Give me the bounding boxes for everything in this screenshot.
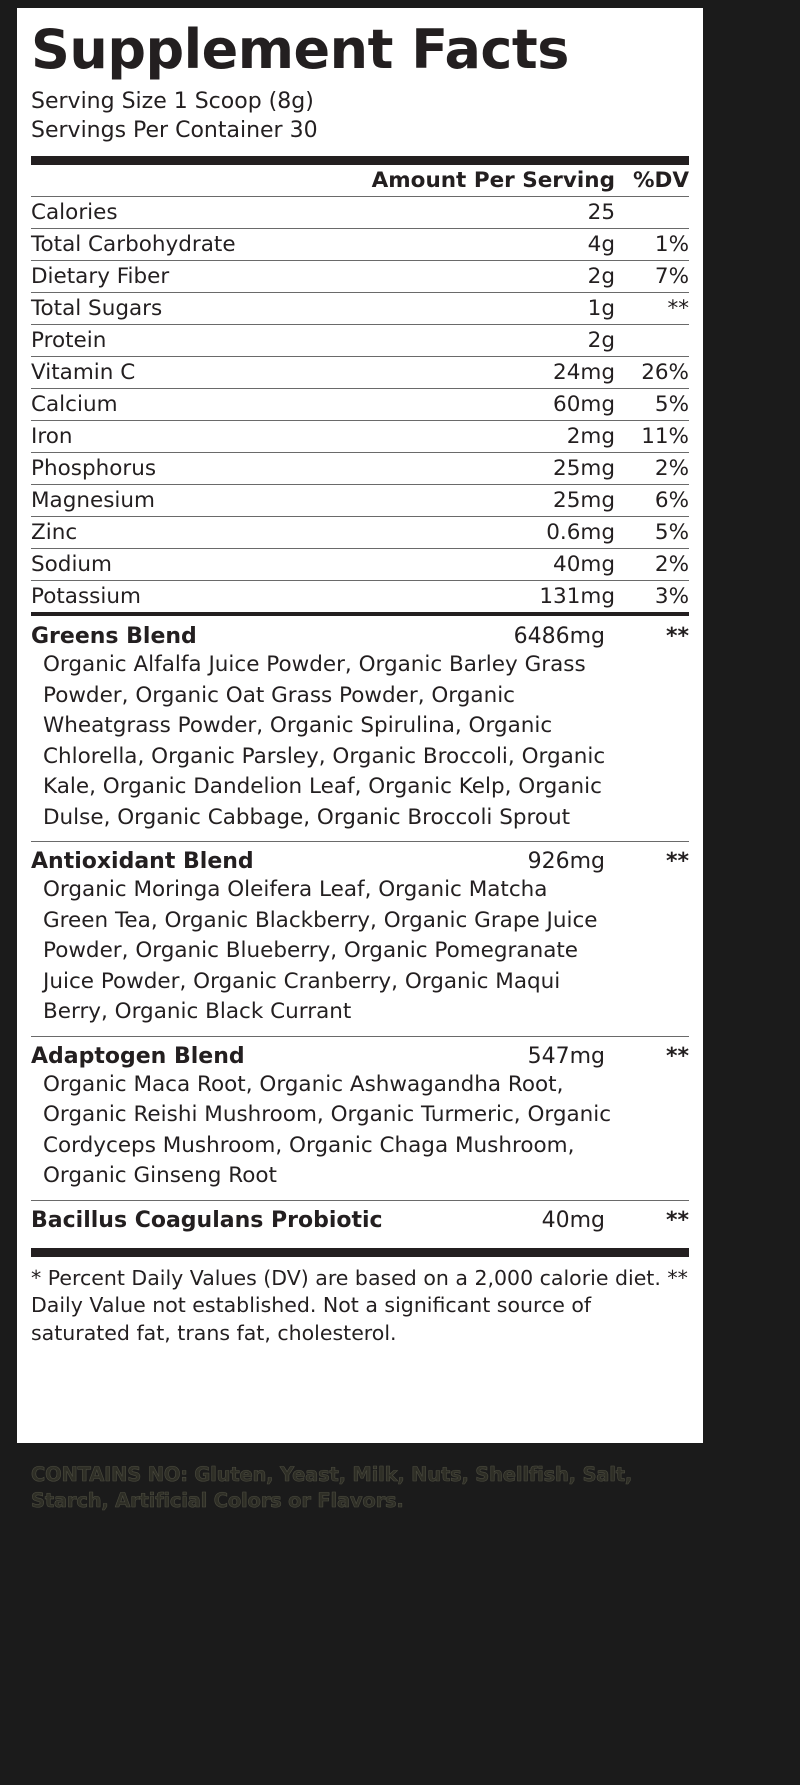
nutrient-amount: 60mg xyxy=(298,389,615,421)
blend-header xyxy=(31,624,689,649)
blend-probiotic xyxy=(31,1200,689,1238)
blend-name: Bacillus Coagulans Probiotic xyxy=(31,1207,383,1233)
footnote: * Percent Daily Values (DV) are based on a 2,000 calorie diet. ** Daily Value not established. Not a significant source of saturated fat, trans fat, cholesterol. xyxy=(31,1265,688,1346)
nutrient-amount: 25mg xyxy=(298,485,615,517)
nutrient-amount: 4g xyxy=(298,229,615,261)
blend-name: Greens Blend xyxy=(31,624,197,650)
table-row xyxy=(31,517,689,549)
blend-header xyxy=(31,1044,689,1069)
contains-no-text: CONTAINS NO: Gluten, Yeast, Milk, Nuts, Shellfish, Salt, Starch, Artificial Colors or Flavors. xyxy=(31,1463,633,1513)
table-row xyxy=(31,229,689,261)
table-header-row xyxy=(31,165,689,197)
table-row xyxy=(31,453,689,485)
blend-greens xyxy=(31,616,689,841)
blend-header xyxy=(31,1208,689,1233)
table-row xyxy=(31,485,689,517)
nutrient-dv: 6% xyxy=(615,485,689,517)
blend-amount: 926mg xyxy=(527,849,605,875)
nutrient-name: Phosphorus xyxy=(31,453,298,485)
blend-dv: ** xyxy=(665,1207,689,1233)
serving-size-line: Serving Size 1 Scoop (8g) xyxy=(31,88,314,114)
header-spacer xyxy=(31,165,298,197)
blend-ingredients: Organic Moringa Oleifera Leaf, Organic Matcha Green Tea, Organic Blackberry, Organic Grape Juice Powder, Organic Blueberry, Organic Pomegranate Juice Powder, Organic Cranberry, Organic Maqui Berry, Organic Black Currant xyxy=(43,877,598,1025)
nutrient-dv: 3% xyxy=(654,584,689,610)
blend-dv: ** xyxy=(665,1043,689,1069)
nutrient-amount: 25mg xyxy=(298,453,615,485)
nutrient-dv xyxy=(615,197,689,229)
divider-thick-bottom xyxy=(31,1248,689,1257)
nutrient-name: Iron xyxy=(31,421,298,453)
nutrient-amount: 131mg xyxy=(539,584,615,610)
divider-thick-top xyxy=(31,156,689,165)
blend-dv: ** xyxy=(665,849,689,875)
nutrient-dv: 7% xyxy=(615,261,689,293)
blend-name: Adaptogen Blend xyxy=(31,1043,245,1069)
table-row xyxy=(31,357,689,389)
nutrient-name: Potassium xyxy=(31,584,141,610)
blend-adaptogen xyxy=(31,1036,689,1200)
nutrient-amount: 40mg xyxy=(298,549,615,581)
nutrient-name: Dietary Fiber xyxy=(31,261,298,293)
nutrient-dv: ** xyxy=(615,293,689,325)
contains-no-banner xyxy=(17,1452,703,1525)
table-row xyxy=(31,581,689,613)
table-row xyxy=(31,389,689,421)
blend-header xyxy=(31,849,689,874)
nutrient-name: Protein xyxy=(31,325,298,357)
header-amount-per-serving: Amount Per Serving xyxy=(298,165,615,197)
blend-ingredients: Organic Maca Root, Organic Ashwagandha Root, Organic Reishi Mushroom, Organic Turmeric, Organic Cordyceps Mushroom, Organic Chaga Mushroom, Organic Ginseng Root xyxy=(43,1071,612,1189)
blend-ingredients: Organic Alfalfa Juice Powder, Organic Barley Grass Powder, Organic Oat Grass Powder, Organic Wheatgrass Powder, Organic Spirulina, Organic Chlorella, Organic Parsley, Organic Broccoli, Organic Kale, Organic Dandelion Leaf, Organic Kelp, Organic Dulse, Organic Cabbage, Organic Broccoli Sprout xyxy=(43,652,606,830)
blend-name: Antioxidant Blend xyxy=(31,849,254,875)
nutrient-name: Vitamin C xyxy=(31,357,298,389)
supplement-facts-label xyxy=(17,8,703,1443)
nutrient-dv: 5% xyxy=(615,389,689,421)
blend-amount: 40mg xyxy=(541,1207,605,1233)
nutrient-amount: 2g xyxy=(298,325,615,357)
nutrient-amount: 1g xyxy=(298,293,615,325)
servings-per-container-line: Servings Per Container 30 xyxy=(31,118,318,144)
nutrient-dv: 26% xyxy=(615,357,689,389)
nutrient-amount: 2g xyxy=(298,261,615,293)
nutrient-dv: 2% xyxy=(615,549,689,581)
nutrient-amount: 24mg xyxy=(298,357,615,389)
nutrient-name: Total Sugars xyxy=(31,293,298,325)
page-title: Supplement Facts xyxy=(31,18,569,81)
table-row xyxy=(31,197,689,229)
nutrient-name: Magnesium xyxy=(31,485,298,517)
nutrient-name: Total Carbohydrate xyxy=(31,229,298,261)
nutrient-dv: 1% xyxy=(615,229,689,261)
table-row xyxy=(31,293,689,325)
nutrient-name: Zinc xyxy=(31,517,298,549)
nutrient-amount: 0.6mg xyxy=(298,517,615,549)
nutrient-dv: 11% xyxy=(615,421,689,453)
nutrient-name: Sodium xyxy=(31,549,298,581)
blend-amount: 6486mg xyxy=(513,624,605,650)
nutrient-name: Calcium xyxy=(31,389,298,421)
nutrient-name: Calories xyxy=(31,197,298,229)
table-row xyxy=(31,421,689,453)
nutrient-amount: 2mg xyxy=(298,421,615,453)
nutrient-amount: 25 xyxy=(298,197,615,229)
table-row xyxy=(31,325,689,357)
blend-dv: ** xyxy=(665,624,689,650)
blend-antioxidant xyxy=(31,841,689,1036)
header-percent-dv: %DV xyxy=(615,165,689,197)
nutrient-dv xyxy=(615,325,689,357)
nutrient-dv: 2% xyxy=(615,453,689,485)
nutrient-dv: 5% xyxy=(615,517,689,549)
blend-amount: 547mg xyxy=(527,1043,605,1069)
nutrition-table xyxy=(31,165,689,612)
table-row xyxy=(31,549,689,581)
table-row xyxy=(31,261,689,293)
